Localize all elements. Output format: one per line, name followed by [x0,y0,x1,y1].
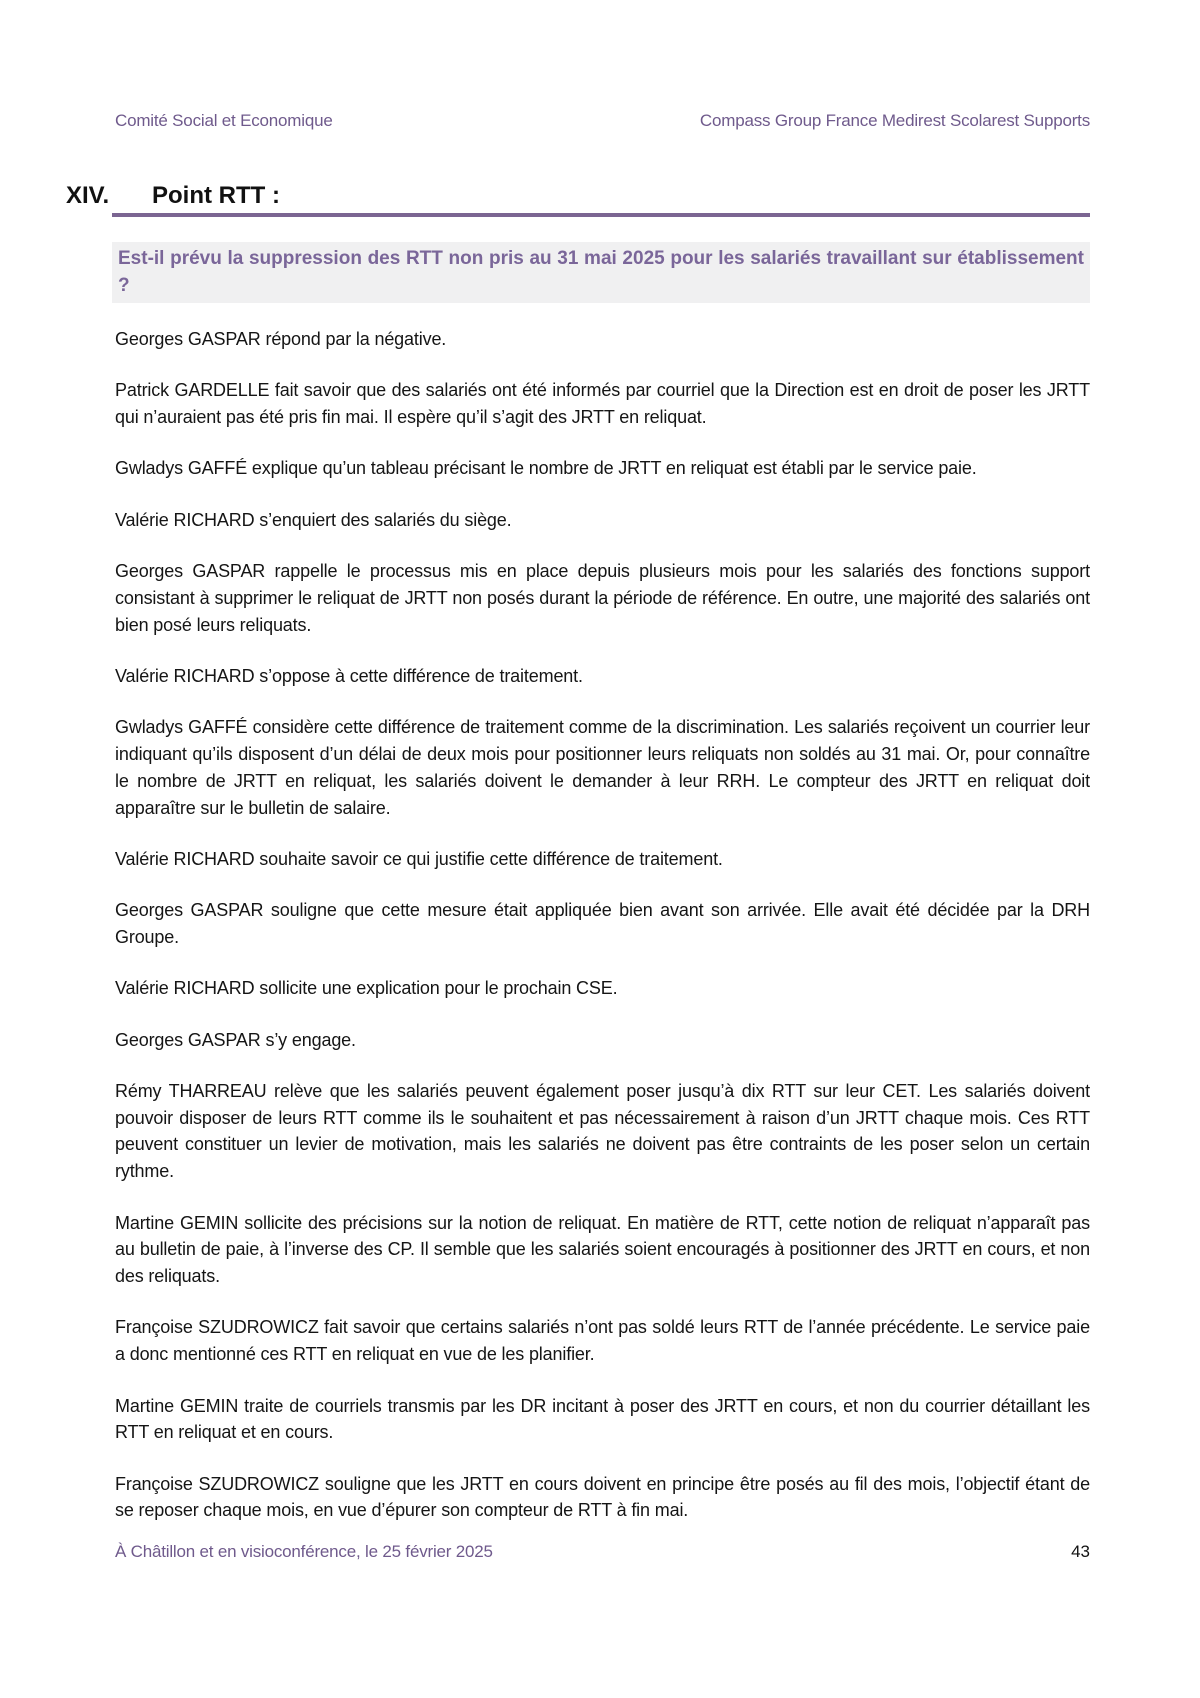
paragraph: Rémy THARREAU relève que les salariés peuvent également poser jusqu’à dix RTT sur leur CET. Les salariés doivent pouvoir disposer de leurs RTT comme ils le souhaitent et pas nécessairement à raison d’un JRTT chaque mois. Ces RTT peuvent constituer un levier de motivation, mais les salariés ne doivent pas être contraints de les poser selon un certain rythme. [115,1080,1090,1182]
paragraph: Georges GASPAR s’y engage. [115,1029,356,1050]
question-box: Est-il prévu la suppression des RTT non pris au 31 mai 2025 pour les salariés travaillant sur établissement ? [112,242,1090,303]
section-number: XIV. [66,182,110,209]
page-number: 43 [1071,1542,1090,1561]
header-company-name: Compass Group France Medirest Scolarest Supports [699,111,1090,130]
paragraph: Georges GASPAR répond par la négative. [115,329,447,349]
paragraph: Françoise SZUDROWICZ fait savoir que certains salariés n’ont pas soldé leurs RTT de l’année précédente. Le service paie a donc mentionné ces RTT en reliquat en vue de les planifier. [115,1317,1090,1365]
paragraph: Valérie RICHARD s’oppose à cette différence de traitement. [115,665,583,686]
paragraph: Valérie RICHARD sollicite une explication pour le prochain CSE. [115,978,618,999]
heading-underline-divider [112,213,1090,217]
paragraph: Gwladys GAFFÉ considère cette différence de traitement comme de la discrimination. Les salariés reçoivent un courrier leur indiquant qu’ils disposent d’un délai de deux mois pour positionner leurs reliquats non soldés au 31 mai. Or, pour connaître le nombre de JRTT en reliquat, les salariés doivent le demander à leur RRH. Le compteur des JRTT en reliquat doit apparaître sur le bulletin de salaire. [115,717,1090,818]
paragraph: Martine GEMIN sollicite des précisions sur la notion de reliquat. En matière de RTT, cette notion de reliquat n’apparaît pas au bulletin de paie, à l’inverse des CP. Il semble que les salariés soient encouragés à positionner des JRTT en cours, et non des reliquats. [115,1212,1090,1287]
section-title: Point RTT : [152,182,280,209]
paragraph: Valérie RICHARD s’enquiert des salariés du siège. [115,509,512,530]
footer-location-date: À Châtillon et en visioconférence, le 25 février 2025 [115,1542,493,1561]
paragraph: Françoise SZUDROWICZ souligne que les JRTT en cours doivent en principe être posés au fil des mois, l’objectif étant de se reposer chaque mois, en vue d’épurer son compteur de RTT à fin mai. [115,1473,1090,1521]
paragraph: Patrick GARDELLE fait savoir que des salariés ont été informés par courriel que la Direction est en droit de poser les JRTT qui n’auraient pas été pris fin mai. Il espère qu’il s’agit des JRTT en reliquat. [115,380,1090,428]
header-committee-name: Comité Social et Economique [115,111,333,130]
paragraph: Martine GEMIN traite de courriels transmis par les DR incitant à poser des JRTT en cours, et non du courrier détaillant les RTT en reliquat et en cours. [115,1395,1090,1443]
paragraph: Georges GASPAR souligne que cette mesure était appliquée bien avant son arrivée. Elle avait été décidée par la DRH Groupe. [115,900,1090,947]
paragraph: Valérie RICHARD souhaite savoir ce qui justifie cette différence de traitement. [115,848,723,869]
minutes-body [115,326,1090,1549]
section-heading [66,182,280,210]
paragraph: Gwladys GAFFÉ explique qu’un tableau précisant le nombre de JRTT en reliquat est établi par le service paie. [115,458,977,479]
paragraph: Georges GASPAR rappelle le processus mis en place depuis plusieurs mois pour les salariés des fonctions support consistant à supprimer le reliquat de JRTT non posés durant la période de référence. En outre, une majorité des salariés ont bien posé leurs reliquats. [115,560,1090,635]
